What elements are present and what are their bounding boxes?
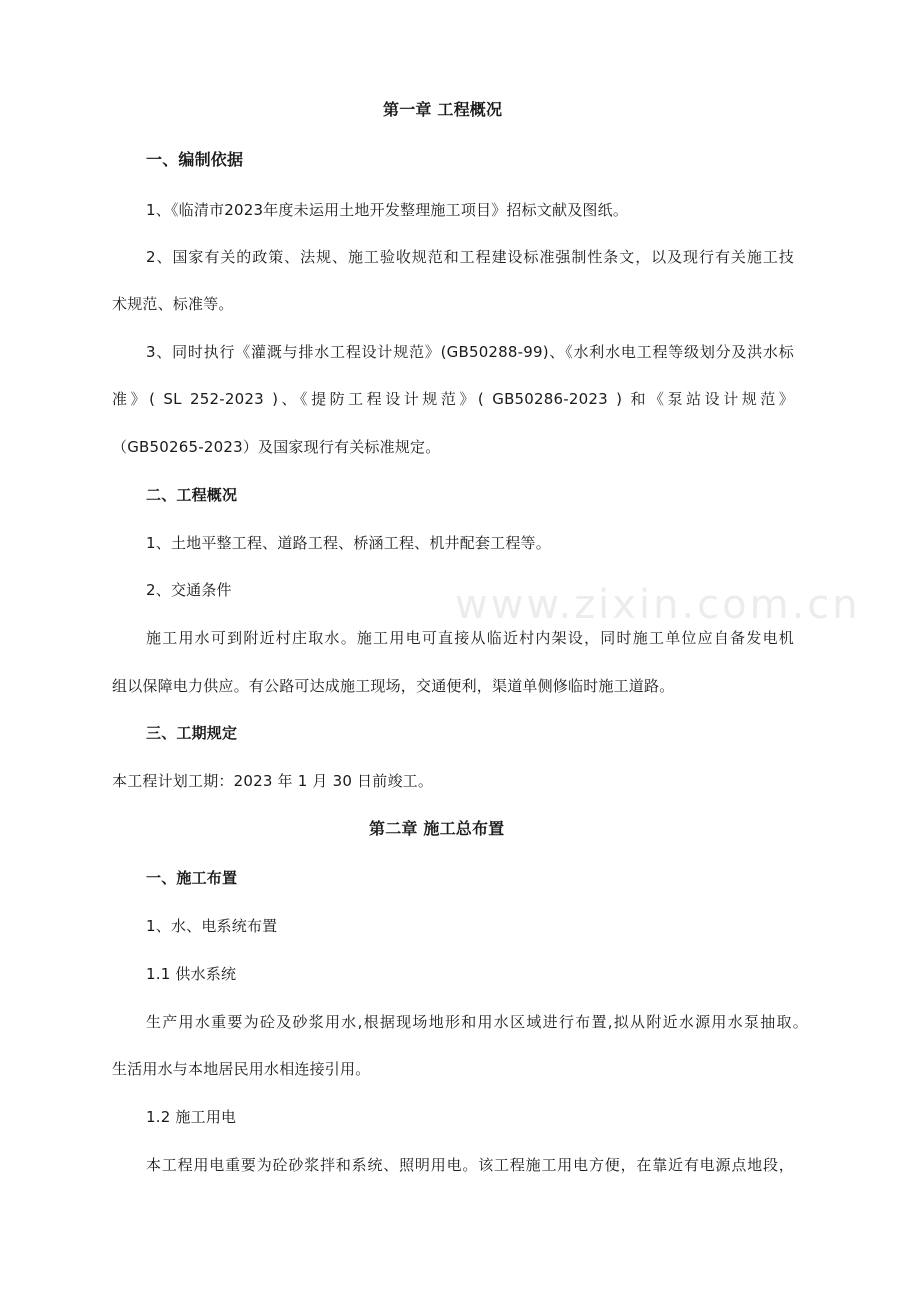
section-heading-basis: 一、编制依据 <box>146 150 244 169</box>
paragraph: 1、《临清市2023年度未运用土地开发整理施工项目》招标文献及图纸。 <box>146 201 629 219</box>
paragraph: 施工用水可到附近村庄取水。施工用电可直接从临近村内架设，同时施工单位应自备发电机 <box>146 629 794 647</box>
paragraph: 1、水、电系统布置 <box>146 917 278 935</box>
paragraph: 3、同时执行《灌溉与排水工程设计规范》(GB50288-99)、《水利水电工程等级划分及洪水标 <box>146 343 794 361</box>
section-heading-overview: 二、工程概况 <box>146 486 238 504</box>
paragraph: 生产用水重要为砼及砂浆用水,根据现场地形和用水区域进行布置,拟从附近水源用水泵抽取。 <box>146 1013 808 1031</box>
paragraph-continued: 生活用水与本地居民用水相连接引用。 <box>112 1060 371 1078</box>
watermark: www.zixin.com.cn <box>455 582 861 628</box>
paragraph-continued: 组以保障电力供应。有公路可达成施工现场，交通便利，渠道单侧修临时施工道路。 <box>112 677 675 695</box>
chapter-2-title: 第二章 施工总布置 <box>369 819 505 838</box>
paragraph: 2、国家有关的政策、法规、施工验收规范和工程建设标准强制性条文，以及现行有关施工技 <box>146 248 794 266</box>
paragraph: 本工程计划工期：2023 年 1 月 30 日前竣工。 <box>112 772 434 790</box>
paragraph-continued: 准》( SL 252-2023 )、《提防工程设计规范》( GB50286-2023 ) 和《泵站设计规范》 <box>112 390 794 408</box>
paragraph-continued: （GB50265-2023）及国家现行有关标准规定。 <box>112 438 441 456</box>
chapter-1-title: 第一章 工程概况 <box>383 100 503 119</box>
paragraph-continued: 术规范、标准等。 <box>112 295 234 313</box>
paragraph: 1、土地平整工程、道路工程、桥涵工程、机井配套工程等。 <box>146 534 551 552</box>
paragraph: 本工程用电重要为砼砂浆拌和系统、照明用电。该工程施工用电方便，在靠近有电源点地段， <box>146 1156 794 1174</box>
paragraph: 1.1 供水系统 <box>146 965 237 983</box>
section-heading-layout: 一、施工布置 <box>146 869 238 887</box>
section-heading-schedule: 三、工期规定 <box>146 724 238 742</box>
paragraph: 1.2 施工用电 <box>146 1108 237 1126</box>
paragraph: 2、交通条件 <box>146 581 232 599</box>
